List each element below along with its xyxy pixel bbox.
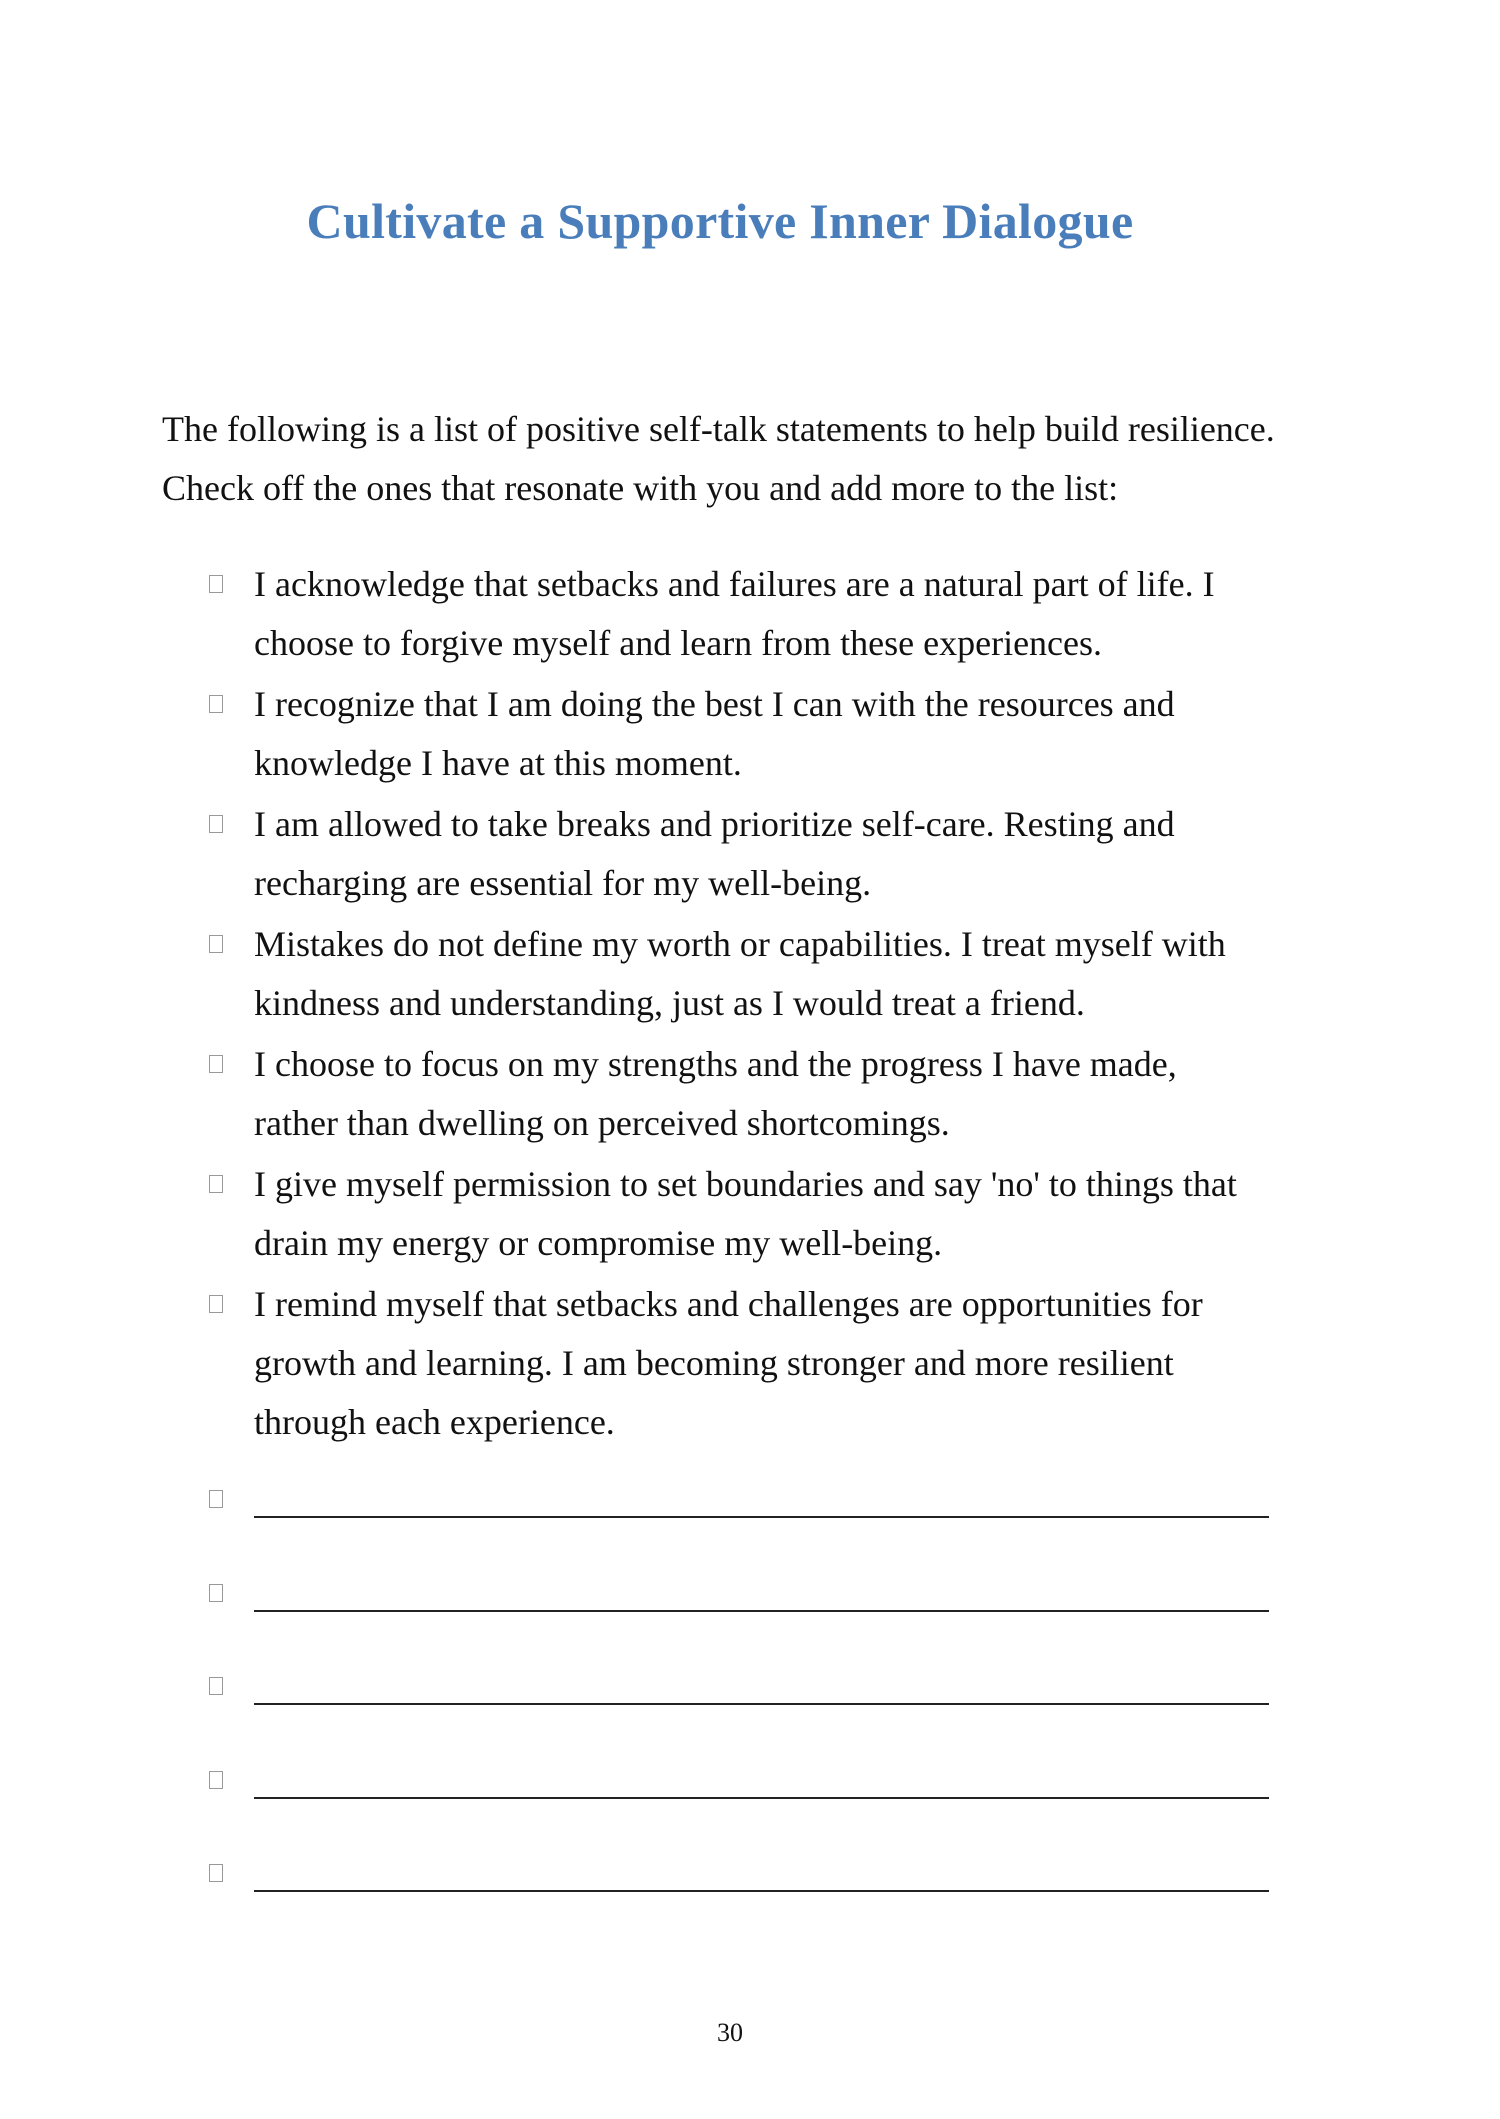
statement-line: recharging are essential for my well-being. <box>254 863 872 903</box>
page-title: Cultivate a Supportive Inner Dialogue <box>306 193 1134 249</box>
checkbox[interactable] <box>209 695 223 713</box>
write-in-line[interactable] <box>254 1890 1269 1892</box>
page-number: 30 <box>717 2018 743 2047</box>
statement-line: through each experience. <box>254 1402 615 1442</box>
intro-line: Check off the ones that resonate with you and add more to the list: <box>162 468 1119 508</box>
intro-paragraph <box>162 400 1275 518</box>
write-in-line[interactable] <box>254 1610 1269 1612</box>
statement-line: kindness and understanding, just as I would treat a friend. <box>254 983 1085 1023</box>
write-in-line[interactable] <box>254 1703 1269 1705</box>
checkbox[interactable] <box>209 1490 223 1508</box>
checkbox[interactable] <box>209 1771 223 1789</box>
checkbox[interactable] <box>209 815 223 833</box>
blank-entry <box>209 1862 1269 1892</box>
statement-line: I remind myself that setbacks and challenges are opportunities for <box>254 1284 1203 1324</box>
statement-line: I acknowledge that setbacks and failures are a natural part of life. I <box>254 564 1215 604</box>
checkbox[interactable] <box>209 1175 223 1193</box>
statement-line: knowledge I have at this moment. <box>254 743 742 783</box>
statement-line: growth and learning. I am becoming stronger and more resilient <box>254 1343 1174 1383</box>
blank-entry <box>209 1769 1269 1799</box>
statement-line: Mistakes do not define my worth or capabilities. I treat myself with <box>254 924 1226 964</box>
statement-text <box>254 1035 1177 1153</box>
statement-text <box>254 795 1175 913</box>
statement-text <box>254 1275 1203 1452</box>
checkbox[interactable] <box>209 935 223 953</box>
checkbox[interactable] <box>209 1677 223 1695</box>
statement-line: drain my energy or compromise my well-being. <box>254 1223 943 1263</box>
checkbox[interactable] <box>209 1295 223 1313</box>
statement-text <box>254 915 1226 1033</box>
statement-line: choose to forgive myself and learn from these experiences. <box>254 623 1103 663</box>
intro-line: The following is a list of positive self-talk statements to help build resilience. <box>162 409 1275 449</box>
checkbox[interactable] <box>209 1864 223 1882</box>
statement-line: I choose to focus on my strengths and the progress I have made, <box>254 1044 1177 1084</box>
checkbox[interactable] <box>209 575 223 593</box>
statement-text <box>254 555 1215 673</box>
statement-text <box>254 675 1175 793</box>
blank-entry <box>209 1582 1269 1612</box>
statement-text <box>254 1155 1237 1273</box>
write-in-line[interactable] <box>254 1516 1269 1518</box>
checkbox[interactable] <box>209 1584 223 1602</box>
statement-line: I am allowed to take breaks and prioritize self-care. Resting and <box>254 804 1175 844</box>
statement-line: I recognize that I am doing the best I can with the resources and <box>254 684 1175 724</box>
blank-entry <box>209 1488 1269 1518</box>
checkbox[interactable] <box>209 1055 223 1073</box>
statement-line: I give myself permission to set boundaries and say 'no' to things that <box>254 1164 1237 1204</box>
blank-entry <box>209 1675 1269 1705</box>
write-in-line[interactable] <box>254 1797 1269 1799</box>
statement-line: rather than dwelling on perceived shortcomings. <box>254 1103 950 1143</box>
